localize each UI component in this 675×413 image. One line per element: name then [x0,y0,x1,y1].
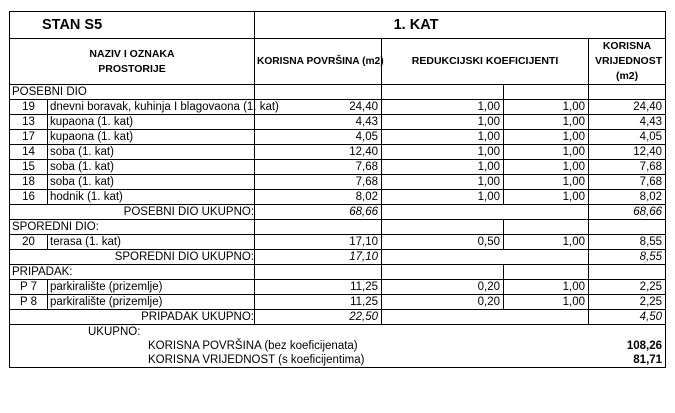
room-name: kupaona (1. kat) [48,115,255,130]
room-area: 7,68 [255,175,382,190]
area-table [9,11,666,368]
room-value: 8,55 [589,235,666,250]
room-name: parkiralište (prizemlje) [48,280,255,295]
total-label: POSEBNI DIO UKUPNO: [10,205,255,220]
room-name: dnevni boravak, kuhinja I blagovaona (1. kat) [48,100,255,115]
room-id: 13 [10,115,48,130]
room-value: 7,68 [589,160,666,175]
total-label: SPOREDNI DIO UKUPNO: [10,250,255,265]
section-label: SPOREDNI DIO: [10,220,255,235]
room-area: 12,40 [255,145,382,160]
header-area: KORISNA POVRŠINA (m2) [255,39,382,85]
table-row [10,235,666,250]
room-name: terasa (1. kat) [48,235,255,250]
coef-2: 1,00 [504,100,589,115]
summary-value-value: 81,71 [633,354,663,366]
table-row [10,145,666,160]
section-sporedni-total [10,250,666,265]
room-id: 17 [10,130,48,145]
posebni-rows [10,100,666,205]
coef-2: 1,00 [504,145,589,160]
coef-2: 1,00 [504,190,589,205]
coef-1: 1,00 [382,175,504,190]
table-row [10,190,666,205]
coef-1: 1,00 [382,130,504,145]
table-row [10,280,666,295]
room-value: 12,40 [589,145,666,160]
total-area: 68,66 [255,205,382,220]
room-id: 19 [10,100,48,115]
room-name: soba (1. kat) [48,175,255,190]
coef-1: 0,20 [382,295,504,310]
sporedni-rows [10,235,666,250]
summary-value-label: KORISNA VRIJEDNOST (s koeficijentima) [148,354,365,366]
coef-2: 1,00 [504,115,589,130]
coef-2: 1,00 [504,295,589,310]
room-area: 7,68 [255,160,382,175]
section-pripadak-header [10,265,666,280]
coef-1: 1,00 [382,145,504,160]
room-value: 8,02 [589,190,666,205]
coef-2: 1,00 [504,175,589,190]
room-value: 2,25 [589,280,666,295]
coef-2: 1,00 [504,130,589,145]
table-row [10,115,666,130]
room-id: 20 [10,235,48,250]
coef-1: 0,50 [382,235,504,250]
room-name: parkiralište (prizemlje) [48,295,255,310]
coef-2: 1,00 [504,160,589,175]
room-value: 2,25 [589,295,666,310]
room-value: 24,40 [589,100,666,115]
total-value: 4,50 [589,310,666,325]
table-row [10,130,666,145]
room-name: kupaona (1. kat) [48,130,255,145]
room-area: 8,02 [255,190,382,205]
room-area: 11,25 [255,295,382,310]
room-id: 18 [10,175,48,190]
room-value: 4,05 [589,130,666,145]
room-value: 7,68 [589,175,666,190]
section-sporedni-header [10,220,666,235]
room-id: 16 [10,190,48,205]
total-area: 17,10 [255,250,382,265]
summary-label: UKUPNO: [10,325,666,340]
coef-1: 1,00 [382,100,504,115]
room-value: 4,43 [589,115,666,130]
coef-1: 1,00 [382,160,504,175]
header-name: NAZIV I OZNAKA PROSTORIJE [10,39,255,85]
title-row [10,12,666,39]
coef-1: 0,20 [382,280,504,295]
section-label: POSEBNI DIO [10,85,255,100]
summary-label-row [10,325,666,340]
section-posebni-total [10,205,666,220]
total-value: 8,55 [589,250,666,265]
header-coef: REDUKCIJSKI KOEFICIJENTI [382,39,589,85]
room-id: 14 [10,145,48,160]
table-row [10,175,666,190]
section-pripadak-total [10,310,666,325]
header-value: KORISNA VRIJEDNOST (m2) [595,40,663,82]
room-name: hodnik (1. kat) [48,190,255,205]
room-id: P 8 [10,295,48,310]
floor-title: 1. KAT [255,12,666,39]
room-name: soba (1. kat) [48,145,255,160]
room-area: 17,10 [255,235,382,250]
header-row [10,39,666,85]
total-label: PRIPADAK UKUPNO: [10,310,255,325]
summary-area-row [10,339,666,353]
total-area: 22,50 [255,310,382,325]
coef-2: 1,00 [504,235,589,250]
pripadak-rows [10,280,666,310]
room-area: 4,43 [255,115,382,130]
apartment-area-table [9,11,665,381]
total-value: 68,66 [589,205,666,220]
coef-1: 1,00 [382,190,504,205]
table-row [10,160,666,175]
room-area: 11,25 [255,280,382,295]
table-row [10,100,666,115]
room-area: 4,05 [255,130,382,145]
summary-area-label: KORISNA POVRŠINA (bez koeficijenata) [148,340,358,352]
unit-title: STAN S5 [10,12,255,39]
section-label: PRIPADAK: [10,265,255,280]
summary-area-value: 108,26 [626,340,663,352]
summary-value-row [10,353,666,368]
room-id: 15 [10,160,48,175]
section-posebni-header [10,85,666,100]
coef-1: 1,00 [382,115,504,130]
room-name: soba (1. kat) [48,160,255,175]
room-id: P 7 [10,280,48,295]
table-row [10,295,666,310]
coef-2: 1,00 [504,280,589,295]
room-area: 24,40 [255,100,382,115]
